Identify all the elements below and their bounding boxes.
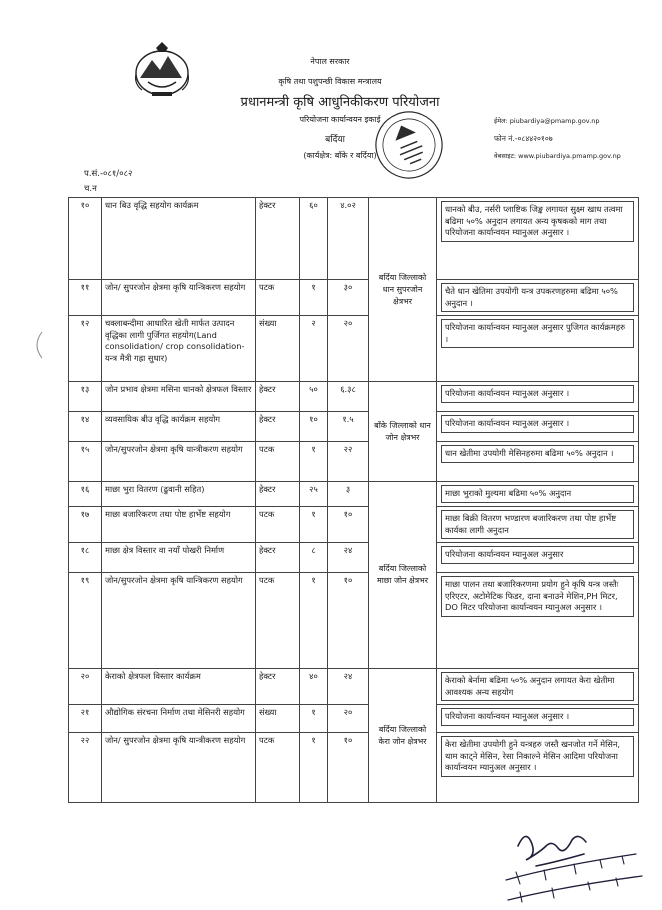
remarks-cell: [437, 316, 639, 382]
program-cell: औद्योगिक संरचना निर्माण तथा मेसिनरी सहयोग: [102, 705, 256, 733]
remarks-text: परियोजना कार्यान्वयन म्यानुअल अनुसार ।: [441, 415, 634, 433]
table-row: [69, 412, 639, 442]
zone-cell: बर्दिया जिल्लाको माछा जोन क्षेत्रभर: [369, 482, 437, 669]
office-stamp-icon: [370, 106, 448, 184]
remarks-text: परियोजना कार्यान्वयन म्यानुअल अनुसार ।: [441, 708, 634, 726]
amount-cell: ३०: [328, 280, 369, 316]
phone-text: फोन नं.-०८४४२०१०७: [494, 134, 553, 143]
amount-cell: ३: [328, 482, 369, 507]
header-line-government: नेपाल सरकार: [310, 57, 350, 66]
unit-cell: संख्या: [256, 316, 300, 382]
program-cell: जोन/सुपरजोन क्षेत्रमा कृषि यान्त्रीकरण सहयोग: [102, 442, 256, 482]
email-text: ईमेल: piubardiya@pmamp.gov.np: [494, 117, 600, 125]
program-cell: व्यवसायिक बीउ वृद्धि कार्यक्रम सहयोग: [102, 412, 256, 442]
quantity-cell: १: [300, 442, 328, 482]
website-text: वेबसाइट: www.piubardiya.pmamp.gov.np: [494, 152, 621, 160]
amount-cell: १०: [328, 507, 369, 543]
unit-cell: पटक: [256, 507, 300, 543]
quantity-cell: १०: [300, 412, 328, 442]
remarks-text: माछा भुराको मुल्यमा बढिमा ५०% अनुदान: [441, 485, 634, 503]
reference-number: प.सं.-०८१/०८२: [84, 169, 133, 179]
quantity-cell: १: [300, 733, 328, 803]
quantity-cell: २५: [300, 482, 328, 507]
serial-number-cell: २१: [69, 705, 102, 733]
remarks-cell: [437, 198, 639, 280]
government-emblem-icon: [130, 40, 194, 100]
quantity-cell: १: [300, 280, 328, 316]
amount-cell: २४: [328, 543, 369, 573]
serial-number-cell: १८: [69, 543, 102, 573]
amount-cell: १०: [328, 733, 369, 803]
serial-number-cell: २२: [69, 733, 102, 803]
program-cell: केराको क्षेत्रफल विस्तार कार्यक्रम: [102, 669, 256, 705]
unit-cell: हेक्टर: [256, 198, 300, 280]
zone-cell: बाँके जिल्लाको धान जोन क्षेत्रभर: [369, 382, 437, 482]
table-row: [69, 316, 639, 382]
header-line-workarea: (कार्यक्षेत्र: बाँके र बर्दिया): [303, 151, 377, 160]
remarks-text: केरा खेतीमा उपयोगी हुने यन्त्रहरु जस्तै खनजोत गर्ने मेसिन, थाम काट्ने मेसिन, रेसा निकाल्ने मेसिन आदिमा परियोजना कार्यान्वयन म्यानुअल अनुसार ।: [441, 736, 634, 777]
amount-cell: २४: [328, 669, 369, 705]
unit-cell: हेक्टर: [256, 669, 300, 705]
remarks-text: धानको बीउ, नर्सरी प्लाष्टिक जिङ्क लगायत सुक्ष्म खाध तत्वमा बढिमा ५०% अनुदान लगायत अन्य कृषकको माग तथा परियोजना कार्यान्वयन म्यानुअल अनुसार ।: [441, 201, 634, 242]
remarks-text: परियोजना कार्यान्वयन म्यानुअल अनुसार ।: [441, 385, 634, 403]
remarks-cell: [437, 382, 639, 412]
program-cell: माछा भुरा वितरण (ढुवानी सहित): [102, 482, 256, 507]
header-line-district: बर्दिया: [325, 135, 345, 145]
remarks-cell: [437, 280, 639, 316]
table-row: [69, 669, 639, 705]
serial-number-cell: १२: [69, 316, 102, 382]
remarks-cell: [437, 705, 639, 733]
table-row: [69, 442, 639, 482]
amount-cell: २२: [328, 442, 369, 482]
table-row: [69, 280, 639, 316]
remarks-text: धान खेतीमा उपयोगी मेसिनहरुमा बढिमा ५०% अनुदान ।: [441, 445, 634, 463]
header-line-unit: परियोजना कार्यान्वयन इकाई: [299, 115, 381, 124]
serial-number-cell: २०: [69, 669, 102, 705]
amount-cell: २०: [328, 705, 369, 733]
program-table: [68, 197, 639, 803]
remarks-cell: [437, 543, 639, 573]
zone-cell: बर्दिया जिल्लाको धान सुपरजोन क्षेत्रभर: [369, 198, 437, 382]
amount-cell: ६.३८: [328, 382, 369, 412]
program-cell: माछा क्षेत्र विस्तार वा नयाँ पोखरी निर्माण: [102, 543, 256, 573]
program-cell: माछा बजारिकरण तथा पोष्ट हार्भेष्ट सहयोग: [102, 507, 256, 543]
table-row: [69, 482, 639, 507]
unit-cell: संख्या: [256, 705, 300, 733]
table-row: [69, 733, 639, 803]
serial-number-cell: १०: [69, 198, 102, 280]
table-row: [69, 382, 639, 412]
remarks-text: चैते धान खेतिमा उपयोगी यन्त्र उपकरणहरुमा बढिमा ५०% अनुदान ।: [441, 283, 634, 312]
remarks-cell: [437, 507, 639, 543]
header-line-project: प्रधानमन्त्री कृषि आधुनिकीकरण परियोजना: [240, 95, 440, 110]
unit-cell: पटक: [256, 733, 300, 803]
remarks-cell: [437, 669, 639, 705]
remarks-text: माछा बिक्री वितरण भण्डारण बजारिकरण तथा पोष्ट हार्भेष्ट कार्यका लागी अनुदान: [441, 510, 634, 539]
zone-cell: बर्दिया जिल्लाको केरा जोन क्षेत्रभर: [369, 669, 437, 803]
unit-cell: पटक: [256, 280, 300, 316]
unit-cell: हेक्टर: [256, 543, 300, 573]
program-cell: धान बिउ वृद्धि सहयोग कार्यक्रम: [102, 198, 256, 280]
quantity-cell: १: [300, 573, 328, 669]
unit-cell: हेक्टर: [256, 412, 300, 442]
remarks-cell: [437, 573, 639, 669]
unit-cell: हेक्टर: [256, 382, 300, 412]
header-line-ministry: कृषि तथा पशुपन्छी विकास मन्त्रालय: [278, 77, 382, 86]
remarks-cell: [437, 442, 639, 482]
table-row: [69, 507, 639, 543]
remarks-cell: [437, 733, 639, 803]
serial-number-cell: १४: [69, 412, 102, 442]
signature-image: [496, 826, 646, 906]
program-cell: जोन प्रभाव क्षेत्रमा मसिना धानको क्षेत्रफल विस्तार: [102, 382, 256, 412]
table-row: [69, 705, 639, 733]
program-cell: चक्लाबन्दीमा आधारित खेती मार्फत उत्पादन वृद्धिका लागी पुर्जिगत सहयोग(Land consolidation/ crop consolidation- यन्त्र मैत्री गह्रा सुधार): [102, 316, 256, 382]
dispatch-number: च.न: [84, 184, 97, 194]
amount-cell: ४.०२: [328, 198, 369, 280]
serial-number-cell: १५: [69, 442, 102, 482]
table-row: [69, 543, 639, 573]
quantity-cell: ४०: [300, 669, 328, 705]
page-edge-mark: [30, 330, 44, 360]
quantity-cell: ६०: [300, 198, 328, 280]
serial-number-cell: १९: [69, 573, 102, 669]
amount-cell: १०: [328, 573, 369, 669]
unit-cell: पटक: [256, 573, 300, 669]
unit-cell: हेक्टर: [256, 482, 300, 507]
remarks-text: माछा पालन तथा बजारिकरणमा प्रयोग हुने कृषि यन्त्र जस्तैः एरिएटर, अटोमेटिक फिडर, दाना बनाउने मेशिन,PH मिटर, DO मिटर परियोजना कार्यान्वयन म्यानुअल अनुसार ।: [441, 576, 634, 617]
quantity-cell: १: [300, 705, 328, 733]
serial-number-cell: ११: [69, 280, 102, 316]
remarks-text: परियोजना कार्यान्वयन म्यानुअल अनुसार पुजिगत कार्यक्रमहरु ।: [441, 319, 634, 348]
quantity-cell: १: [300, 507, 328, 543]
remarks-cell: [437, 412, 639, 442]
table-row: [69, 198, 639, 280]
unit-cell: पटक: [256, 442, 300, 482]
serial-number-cell: १३: [69, 382, 102, 412]
remarks-text: परियोजना कार्यान्वयन म्यानुअल अनुसार: [441, 546, 634, 564]
remarks-text: केराको बेर्नामा बढिमा ५०% अनुदान लगायत केरा खेतीमा आवश्यक अन्य सहयोग: [441, 672, 634, 701]
serial-number-cell: १७: [69, 507, 102, 543]
program-cell: जोन/ सुपरजोन क्षेत्रमा कृषि यान्त्रिकरण सहयोग: [102, 280, 256, 316]
program-cell: जोन/सुपरजोन क्षेत्रमा कृषि यान्त्रिकरण सहयोग: [102, 573, 256, 669]
amount-cell: १.५: [328, 412, 369, 442]
quantity-cell: ८: [300, 543, 328, 573]
remarks-cell: [437, 482, 639, 507]
program-cell: जोन/ सुपरजोन क्षेत्रमा कृषि यान्त्रीकरण सहयोग: [102, 733, 256, 803]
quantity-cell: २: [300, 316, 328, 382]
quantity-cell: ५०: [300, 382, 328, 412]
serial-number-cell: १६: [69, 482, 102, 507]
amount-cell: २०: [328, 316, 369, 382]
table-row: [69, 573, 639, 669]
